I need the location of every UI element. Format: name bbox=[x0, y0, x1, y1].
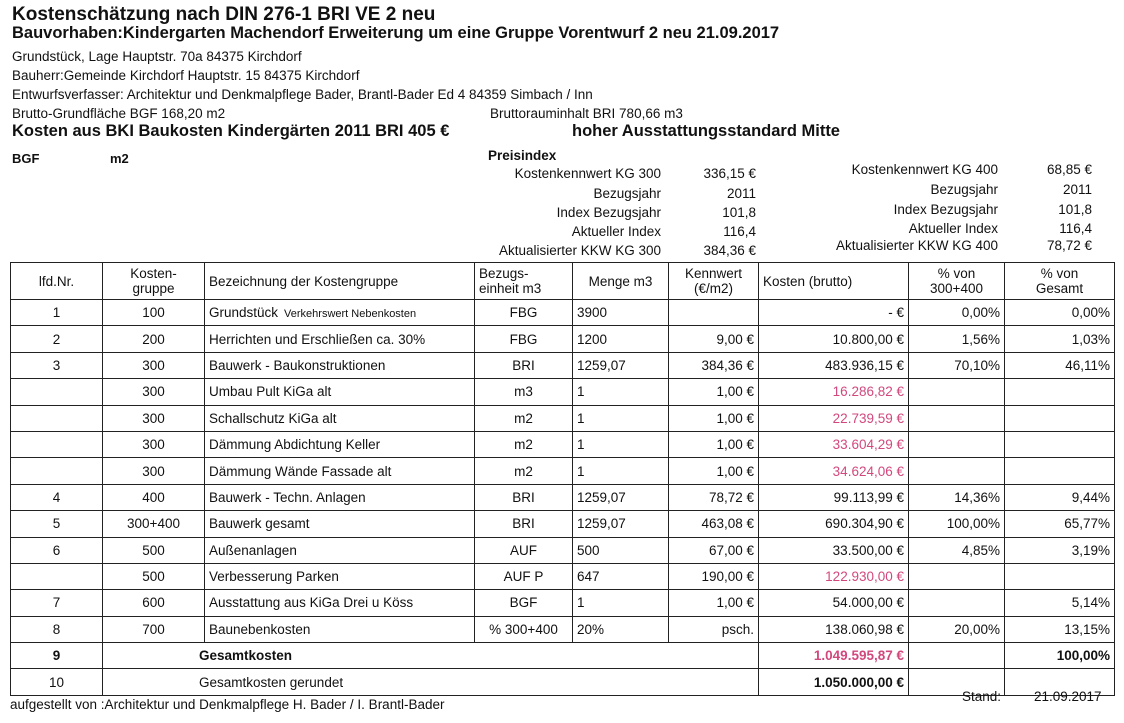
lfd-nr-cell: 5 bbox=[11, 511, 103, 537]
bezeichnung-cell bbox=[205, 431, 475, 457]
header-bezugseinheit-line1: Bezugs- bbox=[479, 266, 529, 281]
table-row bbox=[11, 379, 1115, 405]
bezeichnung-text: Umbau Pult KiGa alt bbox=[209, 384, 332, 400]
table-row bbox=[11, 484, 1115, 510]
bezeichnung-cell bbox=[205, 326, 475, 352]
bezeichnung-cell bbox=[205, 590, 475, 616]
preisindex-value: 78,72 € bbox=[1046, 238, 1092, 253]
bezeichnung-text: Bauwerk gesamt bbox=[209, 516, 310, 532]
bezugseinheit-cell: % 300+400 bbox=[475, 616, 573, 642]
prozent-gesamt-cell bbox=[1005, 563, 1115, 589]
prozent-gesamt-cell: 0,00% bbox=[1005, 300, 1115, 326]
kennwert-cell: 9,00 € bbox=[669, 326, 759, 352]
lfd-nr-cell: 7 bbox=[11, 590, 103, 616]
kennwert-cell: 190,00 € bbox=[669, 563, 759, 589]
bezugseinheit-cell: FBG bbox=[475, 326, 573, 352]
header-kennwert-line2: (€/m2) bbox=[693, 281, 733, 296]
preisindex-label: Index Bezugsjahr bbox=[893, 202, 998, 217]
cost-table-body bbox=[11, 263, 1115, 696]
prozent-300-400-cell bbox=[909, 405, 1005, 431]
preisindex-value: 116,4 bbox=[1059, 221, 1092, 236]
grundstueck-info: Grundstück, Lage Hauptstr. 70a 84375 Kirchdorf bbox=[12, 49, 302, 64]
bezeichnung-text: Bauwerk - Techn. Anlagen bbox=[209, 489, 366, 505]
bezugseinheit-cell: AUF bbox=[475, 537, 573, 563]
bezugseinheit-cell: FBG bbox=[475, 300, 573, 326]
table-row bbox=[11, 616, 1115, 642]
menge-cell: 1259,07 bbox=[573, 511, 669, 537]
kennwert-cell: 1,00 € bbox=[669, 590, 759, 616]
bezeichnung-text: Baunebenkosten bbox=[209, 621, 311, 637]
preisindex-label: Aktueller Index bbox=[571, 224, 661, 239]
prozent-gesamt-cell: 3,19% bbox=[1005, 537, 1115, 563]
menge-cell: 3900 bbox=[573, 300, 669, 326]
header-lfd: lfd.Nr. bbox=[11, 263, 103, 300]
kennwert-cell: 1,00 € bbox=[669, 379, 759, 405]
bezeichnung-cell bbox=[205, 563, 475, 589]
total-label-cell: Gesamtkosten bbox=[103, 643, 759, 669]
prozent-300-400-cell: 100,00% bbox=[909, 511, 1005, 537]
kostengruppe-cell: 700 bbox=[103, 616, 205, 642]
project-title: Bauvorhaben:Kindergarten Machendorf Erweiterung um eine Gruppe Vorentwurf 2 neu 21.09.2017 bbox=[12, 24, 780, 42]
prozent-300-400-cell: 1,56% bbox=[909, 326, 1005, 352]
table-row bbox=[11, 537, 1115, 563]
prozent-gesamt-cell bbox=[1005, 405, 1115, 431]
lfd-nr-cell bbox=[11, 563, 103, 589]
kostengruppe-cell: 200 bbox=[103, 326, 205, 352]
lfd-nr-cell bbox=[11, 379, 103, 405]
lfd-nr-cell: 8 bbox=[11, 616, 103, 642]
kostengruppe-cell: 300 bbox=[103, 352, 205, 378]
lfd-nr-cell bbox=[11, 431, 103, 457]
prozent-gesamt-cell: 13,15% bbox=[1005, 616, 1115, 642]
header-bezugseinheit bbox=[475, 263, 573, 300]
kostengruppe-cell: 100 bbox=[103, 300, 205, 326]
total-row bbox=[11, 643, 1115, 669]
preisindex-label: Bezugsjahr bbox=[593, 186, 661, 201]
prozent-gesamt-cell: 46,11% bbox=[1005, 352, 1115, 378]
kostengruppe-cell: 300 bbox=[103, 431, 205, 457]
rounded-nr-cell: 10 bbox=[11, 669, 103, 695]
header-kostengruppe bbox=[103, 263, 205, 300]
bgf-label: BGF bbox=[12, 151, 40, 166]
header-prozent-300-400 bbox=[909, 263, 1005, 300]
bezeichnung-cell bbox=[205, 352, 475, 378]
bezeichnung-cell bbox=[205, 458, 475, 484]
kosten-source: Kosten aus BKI Baukosten Kindergärten 2011 BRI 405 € bbox=[12, 122, 450, 140]
kosten-cell: 54.000,00 € bbox=[759, 590, 909, 616]
kostengruppe-cell: 300 bbox=[103, 405, 205, 431]
header-kennwert bbox=[669, 263, 759, 300]
m2-label: m2 bbox=[110, 151, 129, 166]
bezeichnung-cell bbox=[205, 616, 475, 642]
lfd-nr-cell: 3 bbox=[11, 352, 103, 378]
rounded-kosten-cell: 1.050.000,00 € bbox=[759, 669, 909, 695]
prozent-gesamt-cell: 65,77% bbox=[1005, 511, 1115, 537]
kennwert-cell: 384,36 € bbox=[669, 352, 759, 378]
bezugseinheit-cell: BGF bbox=[475, 590, 573, 616]
kosten-cell: 16.286,82 € bbox=[759, 379, 909, 405]
prozent-300-400-cell bbox=[909, 379, 1005, 405]
table-row bbox=[11, 405, 1115, 431]
bezugseinheit-cell: BRI bbox=[475, 484, 573, 510]
prozent-300-400-cell: 70,10% bbox=[909, 352, 1005, 378]
preisindex-title: Preisindex bbox=[488, 148, 557, 163]
kennwert-cell: 463,08 € bbox=[669, 511, 759, 537]
bri-info: Bruttorauminhalt BRI 780,66 m3 bbox=[490, 106, 683, 121]
preisindex-label: Aktueller Index bbox=[908, 221, 998, 236]
menge-cell: 20% bbox=[573, 616, 669, 642]
kosten-cell: 690.304,90 € bbox=[759, 511, 909, 537]
kosten-cell: 10.800,00 € bbox=[759, 326, 909, 352]
lfd-nr-cell: 4 bbox=[11, 484, 103, 510]
bezeichnung-cell bbox=[205, 511, 475, 537]
bezeichnung-text: Ausstattung aus KiGa Drei u Köss bbox=[209, 595, 414, 611]
preisindex-label: Kostenkennwert KG 400 bbox=[851, 162, 998, 177]
kostengruppe-cell: 600 bbox=[103, 590, 205, 616]
stand-label: Stand: bbox=[962, 689, 1002, 704]
preisindex-value: 336,15 € bbox=[703, 166, 756, 181]
kosten-cell: - € bbox=[759, 300, 909, 326]
bgf-info: Brutto-Grundfläche BGF 168,20 m2 bbox=[12, 106, 226, 121]
entwurf-info: Entwurfsverfasser: Architektur und Denkmalpflege Bader, Brantl-Bader Ed 4 84359 Simbach / Inn bbox=[12, 87, 593, 102]
menge-cell: 1 bbox=[573, 405, 669, 431]
prozent-gesamt-cell: 5,14% bbox=[1005, 590, 1115, 616]
preisindex-value: 2011 bbox=[726, 186, 756, 201]
bezugseinheit-cell: m2 bbox=[475, 431, 573, 457]
prozent-300-400-cell bbox=[909, 563, 1005, 589]
table-row bbox=[11, 352, 1115, 378]
document-title: Kostenschätzung nach DIN 276-1 BRI VE 2 neu bbox=[12, 4, 436, 25]
header-kosten: Kosten (brutto) bbox=[759, 263, 909, 300]
rounded-total-row bbox=[11, 669, 1115, 695]
bezeichnung-text: Schallschutz KiGa alt bbox=[209, 410, 337, 426]
prozent-gesamt-cell: 1,03% bbox=[1005, 326, 1115, 352]
kostengruppe-cell: 300+400 bbox=[103, 511, 205, 537]
table-row bbox=[11, 563, 1115, 589]
prozent-gesamt-cell bbox=[1005, 379, 1115, 405]
kostengruppe-cell: 500 bbox=[103, 563, 205, 589]
preisindex-value: 2011 bbox=[1062, 182, 1092, 197]
kosten-cell: 22.739,59 € bbox=[759, 405, 909, 431]
prozent-gesamt-cell bbox=[1005, 431, 1115, 457]
preisindex-value: 101,8 bbox=[1058, 202, 1092, 217]
total-kosten-cell: 1.049.595,87 € bbox=[759, 643, 909, 669]
header-prozent-gesamt-line2: Gesamt bbox=[1035, 281, 1084, 296]
bezugseinheit-cell: BRI bbox=[475, 352, 573, 378]
kosten-cell: 34.624,06 € bbox=[759, 458, 909, 484]
kennwert-cell: 1,00 € bbox=[669, 431, 759, 457]
bezeichnung-text: Grundstück bbox=[209, 305, 279, 321]
prozent-300-400-cell bbox=[909, 458, 1005, 484]
menge-cell: 1 bbox=[573, 431, 669, 457]
menge-cell: 1 bbox=[573, 379, 669, 405]
header-menge: Menge m3 bbox=[573, 263, 669, 300]
prozent-300-400-cell: 20,00% bbox=[909, 616, 1005, 642]
bezeichnung-text: Bauwerk - Baukonstruktionen bbox=[209, 357, 386, 373]
header-kostengruppe-line2: gruppe bbox=[132, 281, 175, 296]
bezugseinheit-cell: m3 bbox=[475, 379, 573, 405]
table-row bbox=[11, 326, 1115, 352]
lfd-nr-cell: 1 bbox=[11, 300, 103, 326]
header-bezugseinheit-line2: einheit m3 bbox=[479, 281, 542, 296]
preisindex-value: 68,85 € bbox=[1046, 162, 1092, 177]
stand-date: 21.09.2017 bbox=[1034, 689, 1102, 704]
table-row bbox=[11, 511, 1115, 537]
cost-table bbox=[10, 262, 1115, 696]
header-kostengruppe-line1: Kosten- bbox=[130, 266, 177, 281]
menge-cell: 1259,07 bbox=[573, 484, 669, 510]
kosten-cell: 483.936,15 € bbox=[759, 352, 909, 378]
kennwert-cell: 67,00 € bbox=[669, 537, 759, 563]
lfd-nr-cell bbox=[11, 405, 103, 431]
bezeichnung-text: Dämmung Abdichtung Keller bbox=[209, 437, 381, 453]
header-kennwert-line1: Kennwert bbox=[684, 266, 743, 281]
prozent-300-400-cell: 0,00% bbox=[909, 300, 1005, 326]
lfd-nr-cell bbox=[11, 458, 103, 484]
lfd-nr-cell: 2 bbox=[11, 326, 103, 352]
total-prozent-cell: 100,00% bbox=[1005, 643, 1115, 669]
bezeichnung-cell bbox=[205, 379, 475, 405]
author-footer: aufgestellt von :Architektur und Denkmalpflege H. Bader / I. Brantl-Bader bbox=[10, 697, 445, 712]
bezeichnung-text: Außenanlagen bbox=[209, 542, 297, 558]
kennwert-cell: psch. bbox=[669, 616, 759, 642]
bezeichnung-cell bbox=[205, 484, 475, 510]
bezugseinheit-cell: m2 bbox=[475, 458, 573, 484]
kennwert-cell: 1,00 € bbox=[669, 405, 759, 431]
kosten-cell: 122.930,00 € bbox=[759, 563, 909, 589]
bezeichnung-cell bbox=[205, 405, 475, 431]
bezugseinheit-cell: m2 bbox=[475, 405, 573, 431]
header-prozent-gesamt bbox=[1005, 263, 1115, 300]
kosten-cell: 138.060,98 € bbox=[759, 616, 909, 642]
table-header-row bbox=[11, 263, 1115, 300]
kostengruppe-cell: 300 bbox=[103, 379, 205, 405]
prozent-gesamt-cell: 9,44% bbox=[1005, 484, 1115, 510]
bauherr-info: Bauherr:Gemeinde Kirchdorf Hauptstr. 15 84375 Kirchdorf bbox=[12, 68, 360, 83]
kennwert-cell bbox=[669, 300, 759, 326]
header-bezeichnung: Bezeichnung der Kostengruppe bbox=[205, 263, 475, 300]
table-row bbox=[11, 458, 1115, 484]
menge-cell: 647 bbox=[573, 563, 669, 589]
table-row bbox=[11, 590, 1115, 616]
lfd-nr-cell: 6 bbox=[11, 537, 103, 563]
bezeichnung-text: Verbesserung Parken bbox=[209, 569, 339, 585]
kosten-cell: 33.604,29 € bbox=[759, 431, 909, 457]
kosten-cell: 33.500,00 € bbox=[759, 537, 909, 563]
kostengruppe-cell: 500 bbox=[103, 537, 205, 563]
bezeichnung-cell bbox=[205, 300, 475, 326]
preisindex-label: Index Bezugsjahr bbox=[556, 205, 661, 220]
menge-cell: 500 bbox=[573, 537, 669, 563]
bezeichnung-text: Dämmung Wände Fassade alt bbox=[209, 463, 392, 479]
bezeichnung-extra: Verkehrswert Nebenkosten bbox=[284, 308, 417, 321]
prozent-300-400-cell: 4,85% bbox=[909, 537, 1005, 563]
preisindex-label: Kostenkennwert KG 300 bbox=[514, 166, 661, 181]
menge-cell: 1259,07 bbox=[573, 352, 669, 378]
kostengruppe-cell: 400 bbox=[103, 484, 205, 510]
kosten-cell: 99.113,99 € bbox=[759, 484, 909, 510]
preisindex-value: 384,36 € bbox=[703, 243, 756, 258]
header-prozent-300-400-line2: 300+400 bbox=[930, 281, 983, 296]
menge-cell: 1 bbox=[573, 590, 669, 616]
bezeichnung-cell bbox=[205, 537, 475, 563]
header-prozent-300-400-line1: % von bbox=[937, 266, 976, 281]
rounded-label-cell: Gesamtkosten gerundet bbox=[103, 669, 759, 695]
table-row bbox=[11, 431, 1115, 457]
preisindex-value: 116,4 bbox=[723, 224, 756, 239]
preisindex-label: Bezugsjahr bbox=[930, 182, 998, 197]
preisindex-label: Aktualisierter KKW KG 400 bbox=[835, 238, 998, 253]
kostengruppe-cell: 300 bbox=[103, 458, 205, 484]
kennwert-cell: 78,72 € bbox=[669, 484, 759, 510]
table-row bbox=[11, 300, 1115, 326]
preisindex-value: 101,8 bbox=[722, 205, 756, 220]
kennwert-cell: 1,00 € bbox=[669, 458, 759, 484]
preisindex-label: Aktualisierter KKW KG 300 bbox=[498, 243, 661, 258]
menge-cell: 1200 bbox=[573, 326, 669, 352]
prozent-300-400-cell bbox=[909, 590, 1005, 616]
prozent-gesamt-cell bbox=[1005, 458, 1115, 484]
ausstattungsstandard: hoher Ausstattungsstandard Mitte bbox=[572, 122, 840, 140]
menge-cell: 1 bbox=[573, 458, 669, 484]
bezugseinheit-cell: BRI bbox=[475, 511, 573, 537]
total-nr-cell: 9 bbox=[11, 643, 103, 669]
total-empty-cell bbox=[909, 643, 1005, 669]
prozent-300-400-cell bbox=[909, 431, 1005, 457]
prozent-300-400-cell: 14,36% bbox=[909, 484, 1005, 510]
header-prozent-gesamt-line1: % von bbox=[1040, 266, 1079, 281]
bezugseinheit-cell: AUF P bbox=[475, 563, 573, 589]
bezeichnung-text: Herrichten und Erschließen ca. 30% bbox=[209, 331, 426, 347]
